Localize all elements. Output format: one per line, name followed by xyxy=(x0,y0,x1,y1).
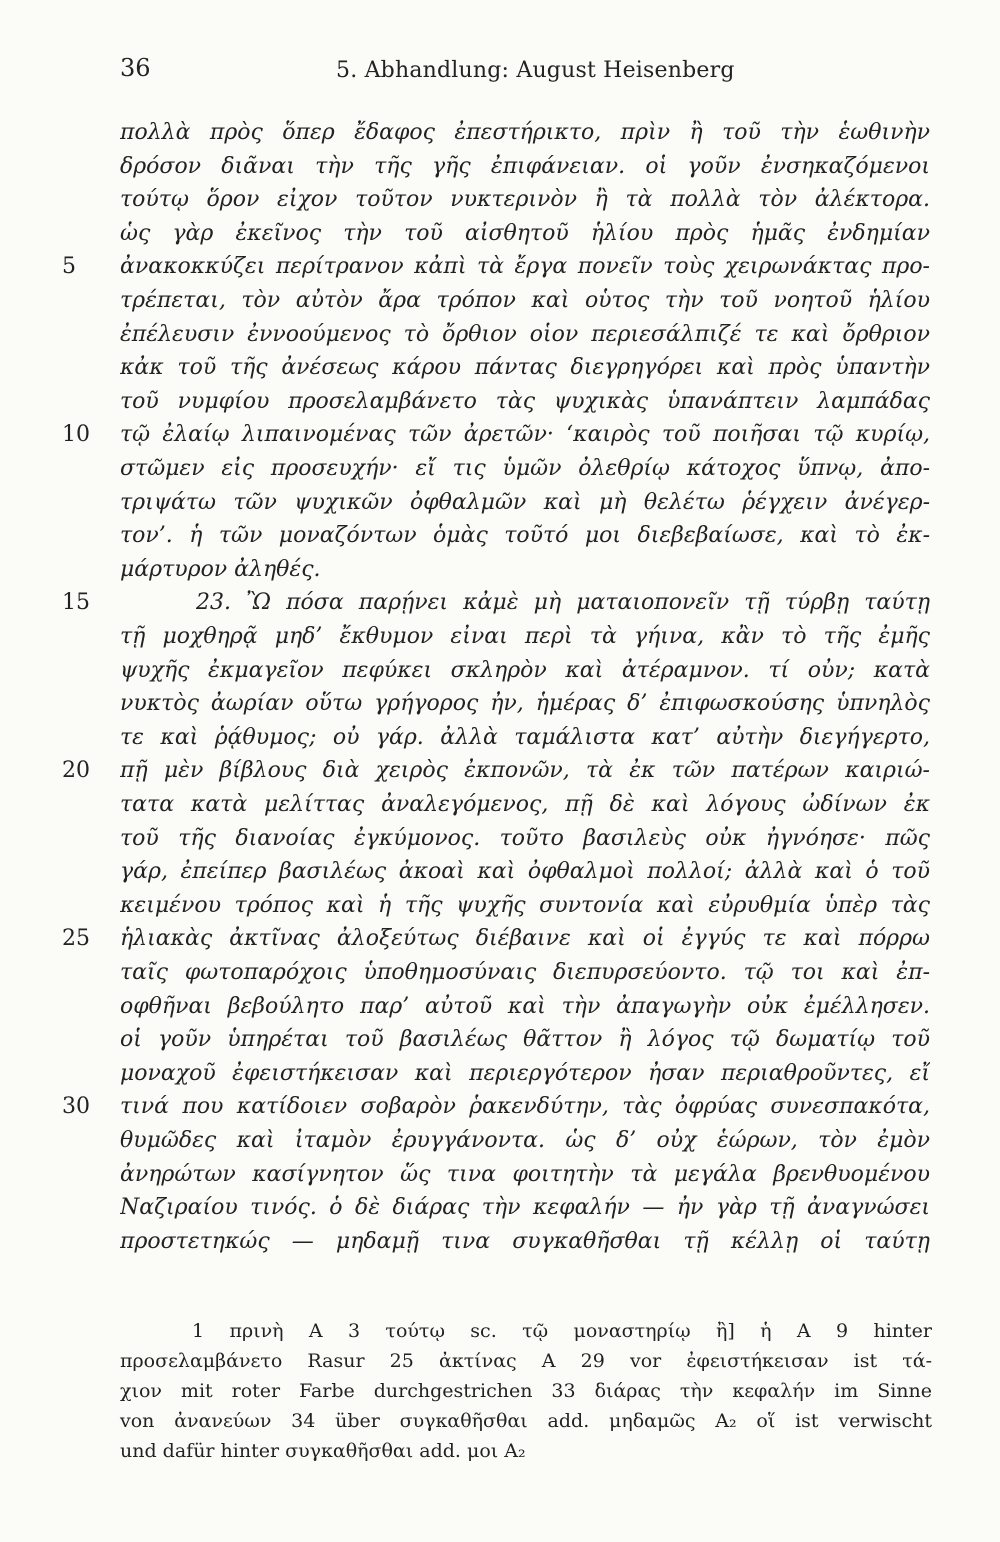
text-line: στῶμεν εἰς προσευχήν· εἴ τις ὑμῶν ὀλεθρίῳ κάτοχος ὕπνῳ, ἀπο- xyxy=(120,456,930,481)
text-line: τοῦ νυμφίου προσελαμβάνετο τὰς ψυχικὰς ὑπανάπτειν λαμπάδας xyxy=(120,389,930,414)
text-line: Ναζιραίου τινός. ὁ δὲ διάρας τὴν κεφαλήν — ἦν γὰρ τῇ ἀναγνώσει xyxy=(120,1195,930,1220)
line-number: 15 xyxy=(62,590,90,615)
text-line: τον’. ἡ τῶν μοναζόντων ὁμὰς τοῦτό μοι διεβεβαίωσε, καὶ τὸ ἐκ- xyxy=(120,523,930,548)
text-line: μάρτυρον ἀληθές. xyxy=(120,557,321,582)
text-line: κειμένου τρόπος καὶ ἡ τῆς ψυχῆς συντονία καὶ εὐρυθμία ὑπὲρ τὰς xyxy=(120,893,930,918)
text-line: πῇ μὲν βίβλους διὰ χειρὸς ἐκπονῶν, τὰ ἐκ τῶν πατέρων καιριώ- xyxy=(120,758,930,783)
text-line: ἡλιακὰς ἀκτῖνας ἀλοξεύτως διέβαινε καὶ οἱ ἐγγύς τε καὶ πόρρω xyxy=(120,926,930,951)
text-line: θυμῶδες καὶ ἰταμὸν ἐρυγγάνοντα. ὡς δ’ οὐχ ἑώρων, τὸν ἐμὸν xyxy=(120,1128,930,1153)
page-number: 36 xyxy=(120,54,151,82)
text-line: μοναχοῦ ἐφειστήκεισαν καὶ περιεργότερον ἦσαν περιαθροῦντες, εἴ xyxy=(120,1061,930,1086)
text-line: ὡς γὰρ ἐκεῖνος τὴν τοῦ αἰσθητοῦ ἡλίου πρὸς ἡμᾶς ἐνδημίαν xyxy=(120,221,930,246)
line-number: 25 xyxy=(62,926,90,951)
text-line: κἀκ τοῦ τῆς ἀνέσεως κάρου πάντας διεγρηγόρει καὶ πρὸς ὑπαντὴν xyxy=(120,355,930,380)
footnote-line: προσελαμβάνετο Rasur 25 ἀκτίνας A 29 vor ἐφειστήκεισαν ist τά- xyxy=(120,1350,932,1372)
text-line: τούτῳ ὅρον εἶχον τοῦτον νυκτερινὸν ἢ τὰ πολλὰ τὸν ἀλέκτορα. xyxy=(120,187,930,212)
text-line: πολλὰ πρὸς ὅπερ ἔδαφος ἐπεστήρικτο, πρὶν ἢ τοῦ τὴν ἑωθινὴν xyxy=(120,120,930,145)
text-line: τριψάτω τῶν ψυχικῶν ὀφθαλμῶν καὶ μὴ θελέτω ῥέγχειν ἀνέγερ- xyxy=(120,490,930,515)
text-line: ταῖς φωτοπαρόχοις ὑποθημοσύναις διεπυρσεύοντο. τῷ τοι καὶ ἐπ- xyxy=(120,960,930,985)
line-number: 30 xyxy=(62,1094,90,1119)
text-line: τατα κατὰ μελίττας ἀναλεγόμενος, πῇ δὲ καὶ λόγους ὠδίνων ἐκ xyxy=(120,792,930,817)
text-line: προστετηκώς — μηδαμῇ τινα συγκαθῆσθαι τῇ κέλλῃ οἱ ταύτῃ xyxy=(120,1229,930,1254)
text-line: τοῦ τῆς διανοίας ἐγκύμονος. τοῦτο βασιλεὺς οὐκ ἠγνόησε· πῶς xyxy=(120,826,930,851)
text-line: ψυχῆς ἐκμαγεῖον πεφύκει σκληρὸν καὶ ἀτέραμνον. τί οὖν; κατὰ xyxy=(120,658,930,683)
text-line: τῇ μοχθηρᾷ μηδ’ ἔκθυμον εἶναι περὶ τὰ γήινα, κἂν τὸ τῆς ἐμῆς xyxy=(120,624,930,649)
footnote-line: 1 πρινὴ A 3 τούτῳ sc. τῷ μοναστηρίῳ ἢ] ἡ A 9 hinter xyxy=(192,1320,932,1342)
line-number: 5 xyxy=(62,254,76,279)
text-line: ἐπέλευσιν ἐννοούμενος τὸ ὄρθιον οἷον περιεσάλπιζέ τε καὶ ὄρθριον xyxy=(120,322,930,347)
running-head: 5. Abhandlung: August Heisenberg xyxy=(336,58,735,83)
text-line: τε καὶ ῥᾴθυμος; οὐ γάρ. ἀλλὰ ταμάλιστα κατ’ αὐτὴν διεγήγερτο, xyxy=(120,725,930,750)
text-line: τινά που κατίδοιεν σοβαρὸν ῥακενδύτην, τὰς ὀφρύας συνεσπακότα, xyxy=(120,1094,930,1119)
footnote-line: χιον mit roter Farbe durchgestrichen 33 διάρας τὴν κεφαλήν im Sinne xyxy=(120,1380,932,1402)
line-number: 20 xyxy=(62,758,90,783)
text-line: νυκτὸς ἀωρίαν οὕτω γρήγορος ἦν, ἡμέρας δ’ ἐπιφωσκούσης ὑπνηλὸς xyxy=(120,691,930,716)
text-line: ἀνακοκκύζει περίτρανον κἀπὶ τὰ ἔργα πονεῖν τοὺς χειρωνάκτας προ- xyxy=(120,254,930,279)
line-number: 10 xyxy=(62,422,90,447)
text-line: γάρ, ἐπείπερ βασιλέως ἀκοαὶ καὶ ὀφθαλμοὶ πολλοί; ἀλλὰ καὶ ὁ τοῦ xyxy=(120,859,930,884)
text-line: 23. Ὢ πόσα παρῄνει κἀμὲ μὴ ματαιοπονεῖν τῇ τύρβῃ ταύτῃ xyxy=(196,590,930,615)
text-line: τρέπεται, τὸν αὐτὸν ἄρα τρόπον καὶ οὗτος τὴν τοῦ νοητοῦ ἡλίου xyxy=(120,288,930,313)
text-line: δρόσον διᾶναι τὴν τῆς γῆς ἐπιφάνειαν. οἱ γοῦν ἐνσηκαζόμενοι xyxy=(120,154,930,179)
text-line: ἀνηρώτων κασίγνητον ὥς τινα φοιτητὴν τὰ μεγάλα βρενθυομένου xyxy=(120,1162,930,1187)
text-line: τῷ ἐλαίῳ λιπαινομένας τῶν ἀρετῶν· ‘καιρὸς τοῦ ποιῆσαι τῷ κυρίῳ, xyxy=(120,422,930,447)
text-line: οἱ γοῦν ὑπηρέται τοῦ βασιλέως θᾶττον ἢ λόγος τῷ δωματίῳ τοῦ xyxy=(120,1027,930,1052)
footnote-line: von ἀνανεύων 34 über συγκαθῆσθαι add. μηδαμῶς A₂ οἵ ist verwischt xyxy=(120,1410,932,1432)
text-line: οφθῆναι βεβούλητο παρ’ αὐτοῦ καὶ τὴν ἀπαγωγὴν οὐκ ἐμέλλησεν. xyxy=(120,994,930,1019)
footnote-line: und dafür hinter συγκαθῆσθαι add. μοι A₂ xyxy=(120,1440,526,1462)
